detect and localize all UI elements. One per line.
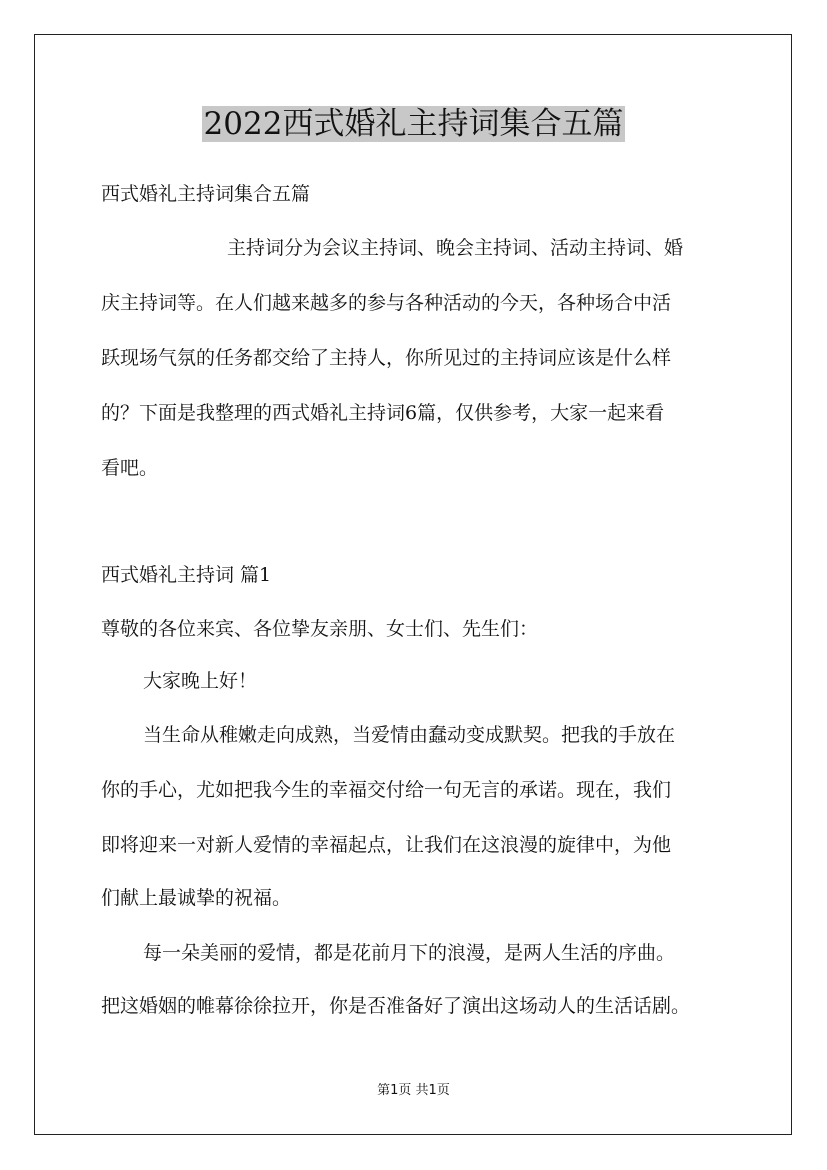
intro-line: 看吧。: [101, 457, 159, 479]
salutation: 尊敬的各位来宾、各位挚友亲朋、女士们、先生们：: [101, 618, 539, 640]
page-number: 第1页 共1页: [377, 1083, 450, 1098]
intro-line: 跃现场气氛的任务都交给了主持人，你所见过的主持词应该是什么样: [101, 347, 672, 369]
paragraph-line: 即将迎来一对新人爱情的幸福起点，让我们在这浪漫的旋律中，为他: [101, 834, 672, 856]
paragraph-line: 们献上最诚挚的祝福。: [101, 887, 292, 909]
document-subtitle: 西式婚礼主持词集合五篇: [101, 183, 311, 205]
paragraph-line: 把这婚姻的帷幕徐徐拉开，你是否准备好了演出这场动人的生活话剧。: [101, 995, 691, 1017]
intro-line: 主持词分为会议主持词、晚会主持词、活动主持词、婚: [227, 237, 684, 259]
paragraph-line: 你的手心，尤如把我今生的幸福交付给一句无言的承诺。现在，我们: [101, 779, 672, 801]
section-heading: 西式婚礼主持词 篇1: [101, 564, 272, 586]
paragraph-line: 当生命从稚嫩走向成熟，当爱情由蠢动变成默契。把我的手放在: [143, 724, 676, 746]
greeting: 大家晚上好！: [143, 670, 258, 692]
intro-line: 庆主持词等。在人们越来越多的参与各种活动的今天，各种场合中活: [101, 292, 672, 314]
intro-line: 的？下面是我整理的西式婚礼主持词6篇，仅供参考，大家一起来看: [101, 402, 665, 424]
document-title: 2022西式婚礼主持词集合五篇: [203, 106, 624, 142]
paragraph-line: 每一朵美丽的爱情，都是花前月下的浪漫，是两人生活的序曲。: [143, 942, 676, 964]
